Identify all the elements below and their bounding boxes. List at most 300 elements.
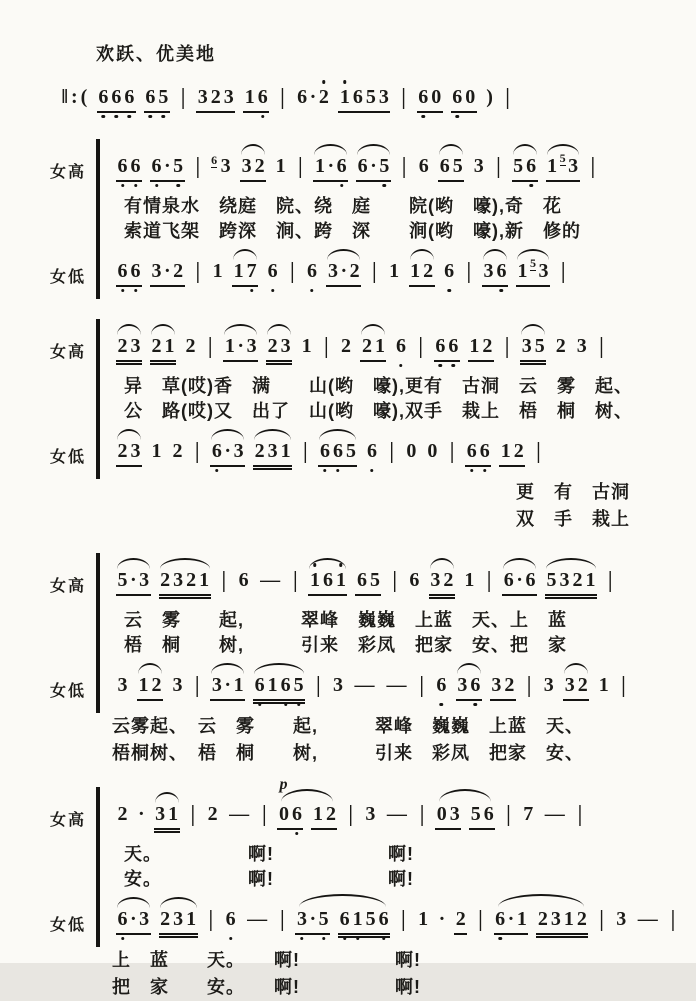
note-digit: 0: [436, 803, 447, 825]
barline: |: [419, 801, 425, 827]
note-digit: 3: [172, 674, 183, 696]
beam-underline: [435, 674, 448, 699]
note-digit: ·: [164, 260, 171, 282]
beam-underline: [295, 908, 330, 935]
beam-underline: [360, 335, 386, 362]
beam-underline: [311, 803, 337, 830]
octave-dot-low: [121, 289, 125, 293]
note-digit: 2: [455, 908, 466, 930]
voice-label: 女高: [50, 164, 87, 181]
note-group: [469, 803, 495, 830]
note-digit: 3: [220, 155, 231, 177]
slur: [138, 663, 162, 674]
octave-dot-low: [121, 184, 125, 188]
note-digit: 6: [331, 440, 344, 463]
beam-underline: [206, 803, 219, 828]
note-digit: 2: [186, 569, 197, 591]
note-group: [463, 569, 476, 594]
note-digit: 6: [116, 260, 129, 283]
note-digit: 1: [563, 908, 574, 930]
note-group: [360, 335, 386, 362]
note-digit: 0: [431, 86, 442, 108]
slur: [319, 429, 356, 440]
note-group: [308, 569, 347, 596]
octave-dot-low: [447, 289, 451, 293]
note-group: [546, 151, 580, 182]
note-digit: 3: [616, 908, 627, 930]
beam-underline: [308, 569, 347, 596]
notes-line: [50, 553, 672, 608]
note-group: [434, 335, 460, 362]
note-digit: 6: [150, 155, 163, 178]
barline: |: [401, 153, 407, 179]
note-digit: 1: [212, 260, 223, 282]
beam-underline: [516, 256, 550, 287]
note-digit: 1: [469, 335, 480, 357]
note-digit: 6: [377, 908, 390, 931]
note-group: [277, 776, 303, 830]
note-digit: 1: [464, 569, 475, 591]
note-digit: 6: [352, 86, 363, 108]
note-group: [206, 803, 219, 828]
octave-dot-low: [439, 364, 443, 368]
beam-underline: [116, 674, 129, 699]
note-group: [435, 674, 448, 699]
slur: [503, 558, 536, 569]
barline: |: [599, 906, 604, 932]
beam-underline: [159, 569, 211, 596]
note-digit: 2: [172, 440, 183, 462]
note-group: [116, 803, 129, 828]
note-group: [150, 155, 185, 182]
beam-underline: [365, 440, 378, 465]
notes-line: [50, 244, 672, 299]
octave-dot-low: [229, 937, 233, 941]
note-digit: 1: [517, 260, 528, 282]
note-digit: 6: [279, 674, 292, 697]
beam-underline: [154, 803, 180, 830]
note-group: [339, 335, 352, 360]
dynamic-marking: p: [279, 776, 288, 793]
barline: |: [392, 567, 397, 593]
beam-underline: [485, 86, 495, 111]
beam-underline: [305, 260, 318, 285]
note-digit: 2: [576, 908, 587, 930]
beam-underline: [394, 335, 407, 360]
beam-underline: [224, 908, 237, 933]
note-digit: 0: [406, 440, 417, 462]
note-group: [435, 803, 461, 830]
phrase-slur: [281, 789, 333, 802]
beam-underline: [150, 440, 163, 465]
beam-underline: [490, 674, 516, 701]
beam-underline: [426, 440, 439, 465]
note-digit: 1: [334, 569, 347, 592]
note-group: [429, 569, 455, 596]
sustain-dash: —: [386, 674, 407, 696]
beam-underline: [597, 674, 610, 699]
beam-underline: [546, 151, 580, 182]
note-group: [311, 803, 337, 830]
octave-dot-low: [162, 115, 166, 119]
grace-note: 5: [529, 256, 536, 270]
note-digit: 6: [256, 86, 269, 109]
note-digit: 6: [123, 86, 136, 109]
note-digit: 1: [186, 908, 197, 930]
barline: |: [208, 906, 214, 932]
beam-underline: [296, 86, 331, 111]
octave-dot-low: [250, 289, 254, 293]
octave-dot-low: [474, 703, 478, 707]
beam-underline: [150, 155, 185, 182]
note-digit: 6: [483, 803, 494, 825]
octave-dot-high: [313, 563, 317, 567]
slur: [160, 558, 210, 569]
note-group: [116, 674, 129, 699]
octave-dot-low: [261, 115, 265, 119]
lyric-line: 有情泉水 绕庭 院、绕 庭 院(哟 嚎),奇 花: [124, 196, 562, 216]
lyric-line: 公 路(哎)又 出了 山(哟 嚎),双手 栽上 梧 桐 树、: [124, 401, 633, 421]
voice-label: 女低: [50, 269, 87, 286]
beam-underline: [438, 155, 464, 182]
beam-underline: [137, 803, 146, 828]
phrase-group: [291, 908, 394, 935]
sustain-dash: —: [637, 908, 658, 930]
beam-underline: [364, 803, 377, 828]
note-group: [116, 569, 151, 596]
notes-line: [56, 70, 672, 125]
octave-dot-low: [382, 937, 386, 941]
note-digit: 2: [317, 86, 330, 109]
note-group: [365, 440, 378, 465]
note-digit: 1: [301, 335, 312, 357]
after-lyrics: [96, 713, 672, 767]
note-group: [154, 803, 180, 830]
note-group: [438, 908, 447, 933]
beam-underline: [355, 569, 381, 596]
octave-dot-low: [134, 289, 138, 293]
barline: |: [560, 258, 566, 284]
note-group: [597, 674, 610, 699]
note-digit: 2: [117, 440, 128, 462]
note-digit: 1: [280, 440, 291, 462]
beam-underline: [542, 674, 555, 699]
slur: [117, 897, 150, 908]
note-digit: 2: [504, 674, 515, 696]
beam-underline: [512, 155, 538, 182]
note-group: [454, 908, 467, 935]
note-digit: 5: [369, 569, 380, 591]
note-group: [266, 335, 292, 362]
note-digit: 6: [116, 155, 129, 178]
note-digit: 1: [138, 674, 149, 696]
note-group: [355, 569, 381, 596]
note-group: [499, 440, 525, 467]
note-group: [394, 335, 407, 360]
note-digit: 2: [117, 335, 128, 357]
system-bracket: [50, 553, 672, 713]
beam-underline: [150, 335, 176, 362]
barline: |: [316, 672, 321, 698]
note-digit: 6: [356, 569, 367, 591]
slur: [160, 897, 197, 908]
note-digit: ·: [309, 908, 317, 930]
sustain-dash: —: [260, 569, 281, 591]
note-group: [223, 335, 258, 362]
note-digit: ·: [370, 155, 377, 177]
note-digit: 6: [365, 440, 378, 463]
barline: |: [504, 333, 510, 359]
beam-underline: [435, 803, 461, 830]
slur: [254, 429, 291, 440]
note-digit: 2: [151, 335, 162, 357]
octave-dot-high: [339, 563, 343, 567]
system-bracket: [56, 70, 672, 125]
barline: |: [389, 438, 394, 464]
beam-underline: [240, 155, 266, 182]
duet-system: [50, 319, 672, 533]
note-digit: 6: [478, 440, 491, 463]
phrase-group: [431, 803, 499, 830]
note-digit: ·: [507, 908, 515, 930]
note-digit: 2: [443, 569, 454, 591]
beam-underline: [434, 335, 460, 362]
note-digit: 3: [457, 674, 468, 696]
note-digit: 3: [483, 260, 494, 282]
note-group: [318, 440, 357, 467]
note-digit: 7: [523, 803, 534, 825]
notes-line: [50, 658, 672, 713]
note-digit: 6: [525, 155, 538, 178]
note-digit: 6: [435, 674, 448, 697]
note-digit: 6: [338, 908, 351, 931]
note-group: [490, 674, 516, 701]
note-group: [338, 908, 390, 935]
notes-line: [50, 319, 672, 374]
beam-underline: [210, 674, 245, 701]
note-digit: 5: [317, 908, 330, 931]
note-group: [159, 908, 198, 935]
note-digit: ·: [309, 86, 317, 108]
note-digit: 2: [185, 335, 196, 357]
note-group: [331, 674, 344, 699]
grace-note: 6: [211, 153, 218, 167]
octave-dot-low: [529, 184, 533, 188]
barline: |: [195, 438, 200, 464]
note-digit: 3: [521, 335, 532, 357]
lyric-line: 安。 啊! 啊!: [124, 869, 414, 889]
note-digit: 2: [160, 569, 171, 591]
note-group: [171, 674, 184, 699]
note-digit: ·: [340, 260, 348, 282]
note-digit: 5: [513, 155, 524, 177]
note-group: [408, 569, 421, 594]
system-bracket: [50, 319, 672, 479]
note-digit: 1: [547, 155, 558, 177]
note-group: [295, 908, 330, 935]
note-group: [116, 155, 142, 182]
note-group: [60, 86, 89, 111]
note-group: [520, 335, 546, 362]
slur: [211, 429, 244, 440]
note-digit: 6: [394, 335, 407, 358]
note-digit: 2: [361, 335, 372, 357]
barline: |: [195, 153, 201, 179]
beam-underline: [196, 86, 235, 113]
after-lyrics: [96, 479, 672, 533]
slur: [155, 792, 179, 803]
note-digit: 5: [470, 803, 481, 825]
note-group: [150, 335, 176, 362]
beam-underline: [494, 908, 529, 935]
slur: [224, 324, 257, 335]
note-digit: 0: [465, 86, 476, 108]
beam-underline: [338, 908, 390, 935]
note-digit: 1: [267, 674, 278, 696]
slur: [314, 144, 347, 155]
note-digit: 1: [351, 908, 364, 931]
note-group: [196, 86, 235, 113]
octave-dot-low: [343, 937, 347, 941]
barline: |: [190, 801, 196, 827]
note-digit: 1: [168, 803, 179, 825]
note-digit: 6: [469, 674, 482, 697]
note-digit: 1: [151, 440, 162, 462]
note-digit: 0: [427, 440, 438, 462]
note-group: [116, 335, 142, 362]
beam-underline: [429, 569, 455, 596]
octave-dot-low: [284, 703, 288, 707]
beam-underline: [232, 260, 258, 287]
barline: |: [670, 906, 676, 932]
beam-underline: [274, 155, 287, 180]
octave-dot-low: [258, 703, 262, 707]
octave-dot-low: [300, 937, 304, 941]
beam-underline: [277, 803, 303, 830]
note-digit: 6: [322, 569, 333, 591]
note-group: [137, 674, 163, 701]
note-digit: 6: [253, 674, 266, 697]
note-digit: 6: [290, 803, 303, 826]
note-group: [468, 335, 494, 362]
note-digit: 2: [267, 335, 278, 357]
slur: [327, 249, 360, 260]
octave-dot-low: [115, 115, 119, 119]
slur: [513, 144, 537, 155]
note-digit: ·: [224, 440, 232, 462]
note-digit: 0: [278, 803, 289, 825]
note-digit: 1: [275, 155, 286, 177]
beam-underline: [356, 155, 391, 182]
note-digit: 5: [365, 86, 376, 108]
beam-underline: [116, 569, 151, 596]
sustain-dash: —: [544, 803, 565, 825]
barline: |: [599, 333, 604, 359]
beam-underline: [326, 260, 361, 287]
beam-underline: [615, 908, 628, 933]
octave-dot-low: [356, 937, 360, 941]
beam-underline: [210, 440, 245, 467]
note-digit: 5: [345, 440, 356, 462]
note-digit: 5: [378, 155, 391, 178]
note-digit: 3: [378, 86, 389, 108]
beam-underline: [522, 803, 535, 828]
note-digit: 3: [130, 440, 141, 462]
beam-underline: [520, 335, 546, 362]
barline: |: [280, 906, 285, 932]
note-digit: ·: [438, 908, 446, 930]
note-digit: 3: [246, 335, 257, 357]
sustain-dash: —: [354, 674, 375, 696]
beam-underline: [443, 260, 456, 285]
voice-label: 女高: [50, 812, 87, 829]
note-digit: ·: [327, 155, 335, 177]
octave-dot-low: [500, 289, 504, 293]
note-group: [472, 155, 485, 180]
beam-underline: [575, 335, 588, 360]
note-digit: ·: [237, 335, 245, 357]
note-digit: 1: [233, 674, 244, 696]
beam-underline: [184, 335, 197, 360]
barline: |: [195, 672, 200, 698]
note-digit: 6: [305, 260, 318, 283]
note-group: [563, 674, 589, 701]
slur: [546, 558, 596, 569]
note-digit: ·: [224, 674, 232, 696]
beam-underline: [171, 440, 184, 465]
note-digit: 3: [568, 155, 579, 177]
note-digit: 3: [211, 674, 222, 696]
lyric-line: 异 草(哎)香 满 山(哟 嚎),更有 古洞 云 雾 起、: [124, 376, 633, 396]
beam-underline: [150, 260, 185, 287]
octave-dot-low: [440, 703, 444, 707]
voice-label: 女低: [50, 449, 87, 466]
note-group: [211, 155, 232, 180]
note-digit: ‖: [61, 86, 68, 108]
slur: [439, 144, 463, 155]
octave-dot-low: [121, 937, 125, 941]
note-digit: 1: [233, 260, 244, 282]
note-digit: 3: [223, 86, 234, 108]
octave-dot-low: [297, 703, 301, 707]
note-digit: 1: [308, 569, 321, 592]
octave-dot-low: [310, 289, 314, 293]
grace-note: 5: [559, 151, 566, 165]
beam-underline: [499, 440, 525, 467]
beam-underline: [469, 803, 495, 830]
beam-underline: [171, 674, 184, 699]
barline: |: [262, 801, 267, 827]
beam-underline: [545, 569, 597, 596]
slur: [430, 558, 454, 569]
slur: [267, 324, 291, 335]
note-group: [426, 440, 439, 465]
intro-system: [56, 70, 672, 125]
note-digit: ·: [130, 908, 137, 930]
beam-underline: [313, 155, 348, 182]
note-digit: ·: [516, 569, 523, 591]
lyric-line: 梧桐树、 梧 桐 树, 引来 彩凤 把家 安、: [112, 743, 584, 763]
note-digit: 1: [410, 260, 421, 282]
note-digit: 6: [417, 86, 430, 109]
note-digit: 6: [439, 155, 450, 177]
note-digit: 1: [598, 674, 609, 696]
note-digit: 3: [430, 569, 441, 591]
beam-underline: [463, 569, 476, 594]
barline: |: [280, 84, 285, 110]
beam-underline: [116, 803, 129, 828]
lyric-line: 更 有 古洞: [516, 482, 630, 502]
